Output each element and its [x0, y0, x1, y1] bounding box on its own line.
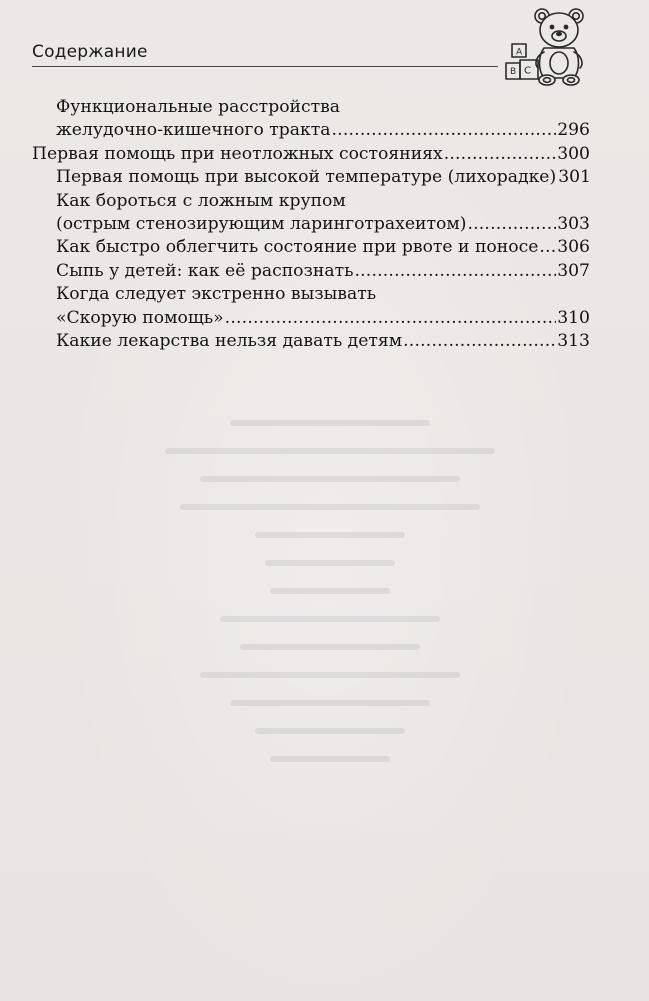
- toc-entry-title: Первая помощь при высокой температуре (лихорадке): [56, 167, 557, 188]
- page-header-title: Содержание: [32, 42, 148, 62]
- toc-page-number: 300: [557, 143, 590, 164]
- dot-leader: [403, 330, 556, 353]
- toc-entry[interactable]: [32, 330, 590, 353]
- toc-entry-line: [32, 190, 590, 213]
- teddy-bear-blocks-icon: [500, 6, 600, 88]
- toc-entry-title: желудочно-кишечного тракта: [56, 120, 331, 141]
- toc-entry-title: (острым стенозирующим ларинготрахеитом): [56, 213, 467, 234]
- toc-entry-title: «Скорую помощь»: [56, 307, 224, 328]
- toc-page-number: 310: [557, 307, 590, 328]
- svg-text:B: B: [510, 67, 517, 77]
- dot-leader: [225, 307, 557, 330]
- toc-page-number: 301: [558, 167, 591, 188]
- toc-page-number: 306: [557, 237, 590, 258]
- toc-entry-title: Когда следует экстренно вызывать: [56, 284, 377, 305]
- svg-text:C: C: [524, 65, 531, 77]
- dot-leader: [332, 119, 557, 142]
- toc-entry-title: Как бороться с ложным крупом: [56, 190, 346, 211]
- toc-page-number: 303: [557, 213, 590, 234]
- toc-page-number: 313: [557, 330, 590, 351]
- toc-entry-line: [32, 96, 590, 119]
- toc-entry[interactable]: [32, 119, 590, 142]
- toc-entry-title: Сыпь у детей: как её распознать: [56, 260, 354, 281]
- toc-entry[interactable]: [32, 236, 590, 259]
- dot-leader: [467, 213, 556, 236]
- header-divider: [32, 66, 498, 67]
- toc-entry-line: [32, 283, 590, 306]
- toc-entry-title: Первая помощь при неотложных состояниях: [32, 143, 443, 164]
- svg-text:A: A: [516, 47, 523, 58]
- bleed-through-text: [140, 420, 520, 870]
- toc-entry-title: Как быстро облегчить состояние при рвоте и поносе: [56, 237, 539, 258]
- toc-entry[interactable]: [32, 307, 590, 330]
- dot-leader: [539, 236, 556, 259]
- toc-page-number: 307: [557, 260, 590, 281]
- toc-entry[interactable]: [32, 166, 590, 189]
- toc-page-number: 296: [557, 120, 590, 141]
- toc-entry[interactable]: [32, 213, 590, 236]
- table-of-contents: [32, 96, 590, 353]
- dot-leader: [354, 260, 556, 283]
- toc-entry[interactable]: [32, 143, 590, 166]
- toc-entry-title: Функциональные расстройства: [56, 97, 341, 117]
- dot-leader: [444, 143, 557, 166]
- toc-entry[interactable]: [32, 260, 590, 283]
- toc-entry-title: Какие лекарства нельзя давать детям: [56, 330, 403, 351]
